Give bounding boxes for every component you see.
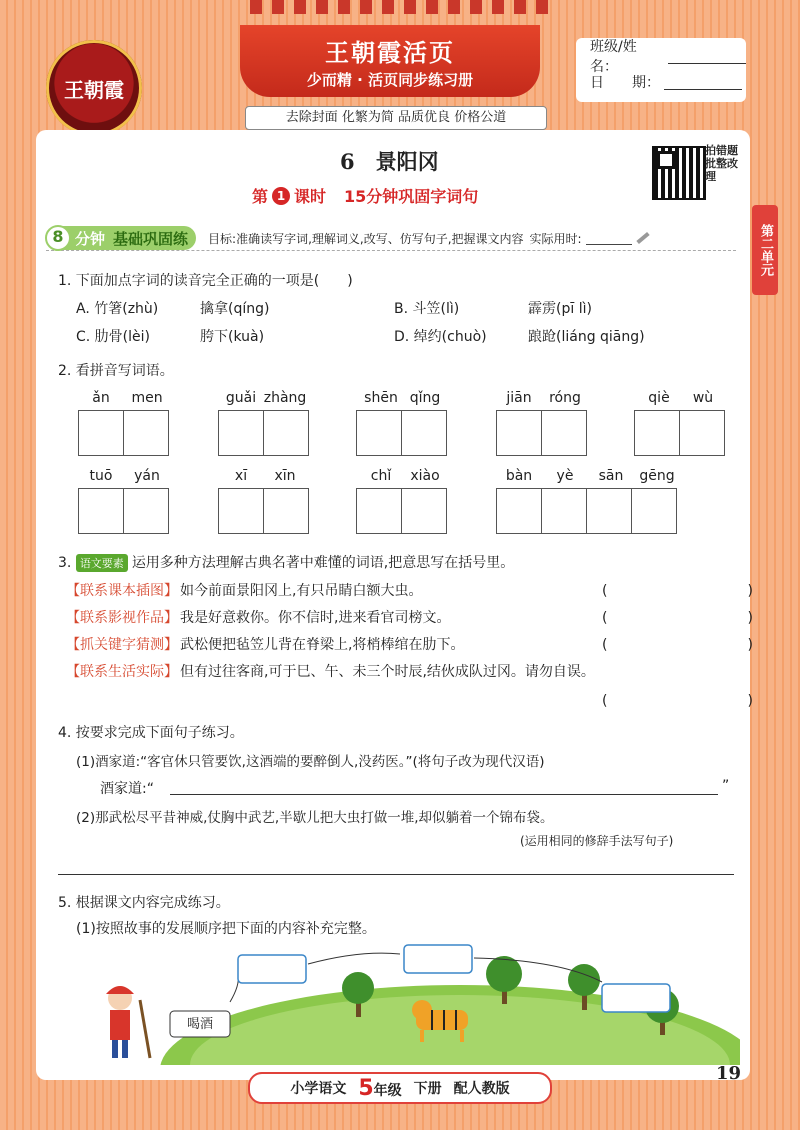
time-used-field[interactable]: [586, 232, 632, 245]
class-name-label: 班级/姓名：: [590, 39, 637, 75]
pinyin: xī: [234, 468, 248, 484]
pinyin: ǎn: [92, 390, 110, 406]
q1-option-c1: C. 肋骨(lèi): [76, 329, 150, 345]
pinyin: xiào: [410, 468, 440, 484]
writing-grid[interactable]: [78, 488, 169, 534]
pinyin: bàn: [505, 468, 533, 484]
section-bar: [46, 226, 736, 251]
class-name-field[interactable]: [668, 49, 746, 64]
question-3-stem: 3. 语文要素 运用多种方法理解古典名著中难懂的词语,把意思写在括号里。: [58, 555, 515, 571]
pencil-icon: [636, 232, 649, 244]
writing-grid[interactable]: [496, 410, 587, 456]
lesson-number-circle: 1: [272, 187, 290, 205]
q1-option-c2: 胯下(kuà): [200, 329, 265, 345]
pinyin: guǎi: [225, 390, 257, 406]
writing-grid[interactable]: [356, 488, 447, 534]
pinyin: sān: [598, 468, 624, 484]
q4-sentence-1: (1)酒家道:“客官休只管要饮,这酒端的要醉倒人,没药医。”(将句子改为现代汉语): [76, 754, 545, 770]
q4-answer-prefix: 酒家道:“: [100, 781, 154, 797]
wusong-figure-icon: [106, 986, 150, 1058]
footer-banner: 小学语文 5年级 下册 配人教版: [248, 1072, 552, 1104]
q1-option-a2: 擒拿(qíng): [200, 301, 270, 317]
q1-option-a1: A. 竹箸(zhù): [76, 301, 159, 317]
pinyin: tuō: [89, 468, 113, 484]
brand-title: 王朝霞活页: [325, 38, 455, 67]
footer-term: 下册: [413, 1081, 442, 1097]
answer-paren[interactable]: ( ): [602, 583, 753, 599]
answer-paren[interactable]: ( ): [602, 693, 753, 709]
writing-grid[interactable]: [218, 488, 309, 534]
time-used-label: 实际用时:: [529, 231, 582, 246]
pinyin: men: [131, 390, 163, 406]
q1-option-d1: D. 绰约(chuò): [394, 329, 487, 345]
arrow: [230, 975, 238, 1002]
q4-sentence-2: (2)那武松尽平昔神威,仗胸中武艺,半歇儿把大虫打做一堆,却似躺着一个锦布袋。: [76, 810, 554, 826]
lesson-title: 6 景阳冈: [340, 149, 439, 174]
question-5-stem: 5. 根据课文内容完成练习。: [58, 895, 230, 911]
date-field[interactable]: [664, 75, 742, 90]
qr-code-icon[interactable]: [652, 146, 706, 200]
writing-grid[interactable]: [356, 410, 447, 456]
name-date-box: [576, 38, 746, 102]
q1-option-b2: 霹雳(pī lì): [528, 301, 592, 317]
q3-row-2: 【联系影视作品】 我是好意救你。你不信时,进来看官司榜文。: [66, 610, 451, 626]
story-box-label: 喝酒: [186, 1017, 214, 1032]
q3-badge: 语文要素: [76, 554, 128, 572]
q3-row-4: 【联系生活实际】 但有过往客商,可于巳、午、未三个时辰,结伙成队过冈。请勿自误。: [66, 664, 595, 680]
qr-caption: 拍错题批整改理: [705, 144, 738, 183]
section-goal: 目标:准确读写字词,理解词义,改写、仿写句子,把握课文内容: [208, 231, 524, 246]
footer-subject: 小学语文: [290, 1081, 347, 1097]
answer-paren[interactable]: ( ): [602, 610, 753, 626]
section-badge: 8 分钟 基础巩固练: [46, 226, 196, 250]
writing-grid[interactable]: [634, 410, 725, 456]
question-4-stem: 4. 按要求完成下面句子练习。: [58, 725, 244, 741]
slogan: 去除封面 化繁为简 品质优良 价格公道: [245, 106, 547, 130]
q1-option-b1: B. 斗笠(lì): [394, 301, 460, 317]
story-box-blank-1[interactable]: [238, 955, 306, 983]
page-number: 19: [716, 1063, 742, 1084]
pinyin: xīn: [274, 468, 296, 484]
footer-grade: 5: [358, 1075, 374, 1101]
brand-subtitle: 少而精 · 活页同步练习册: [306, 71, 474, 89]
question-1-stem: 1. 下面加点字词的读音完全正确的一项是( ): [58, 273, 353, 289]
q4-answer-line-2[interactable]: [58, 874, 734, 875]
footer-edition: 配人教版: [453, 1081, 510, 1097]
q1-option-d2: 踉跄(liáng qiāng): [528, 329, 645, 345]
story-sequence-illustration: [40, 940, 740, 1065]
q4-answer-line-1[interactable]: [170, 794, 718, 795]
writing-grid[interactable]: [218, 410, 309, 456]
q4-note: (运用相同的修辞手法写句子): [520, 834, 674, 848]
q4-answer-suffix: ”: [722, 778, 730, 794]
q3-row-3: 【抓关键字猜测】 武松便把毡笠儿背在脊梁上,将梢棒绾在肋下。: [66, 637, 465, 653]
pinyin: jiān: [506, 390, 532, 406]
minutes-number: 8: [45, 225, 71, 251]
pinyin: qiè: [648, 390, 670, 406]
pinyin: róng: [549, 390, 581, 406]
pinyin: chǐ: [370, 468, 392, 484]
writing-grid[interactable]: [78, 410, 169, 456]
brand-logo: [46, 40, 142, 136]
pinyin: wù: [692, 390, 714, 406]
q5-sentence-1: (1)按照故事的发展顺序把下面的内容补充完整。: [76, 921, 376, 937]
brand-banner: [240, 25, 540, 97]
date-label: 日 期：: [590, 75, 660, 91]
lesson-subtitle: 第 1 课时 15分钟巩固字词句: [252, 187, 479, 206]
pinyin: yè: [556, 468, 574, 484]
logo-text: 王朝霞: [64, 78, 124, 102]
pinyin: shēn: [364, 390, 398, 406]
unit-side-tab: 第二单元: [752, 205, 778, 295]
story-box-blank-2[interactable]: [404, 945, 472, 973]
arrow: [308, 953, 400, 964]
question-2-stem: 2. 看拼音写词语。: [58, 363, 174, 379]
pinyin: zhàng: [263, 390, 307, 406]
pinyin: qǐng: [409, 390, 441, 406]
header: [0, 0, 800, 130]
story-box-blank-3[interactable]: [602, 984, 670, 1012]
writing-grid-4[interactable]: [496, 488, 677, 534]
answer-paren[interactable]: ( ): [602, 637, 753, 653]
q3-row-1: 【联系课本插图】 如今前面景阳冈上,有只吊睛白额大虫。: [66, 583, 423, 599]
pinyin: yán: [134, 468, 160, 484]
pinyin: gēng: [639, 468, 675, 484]
